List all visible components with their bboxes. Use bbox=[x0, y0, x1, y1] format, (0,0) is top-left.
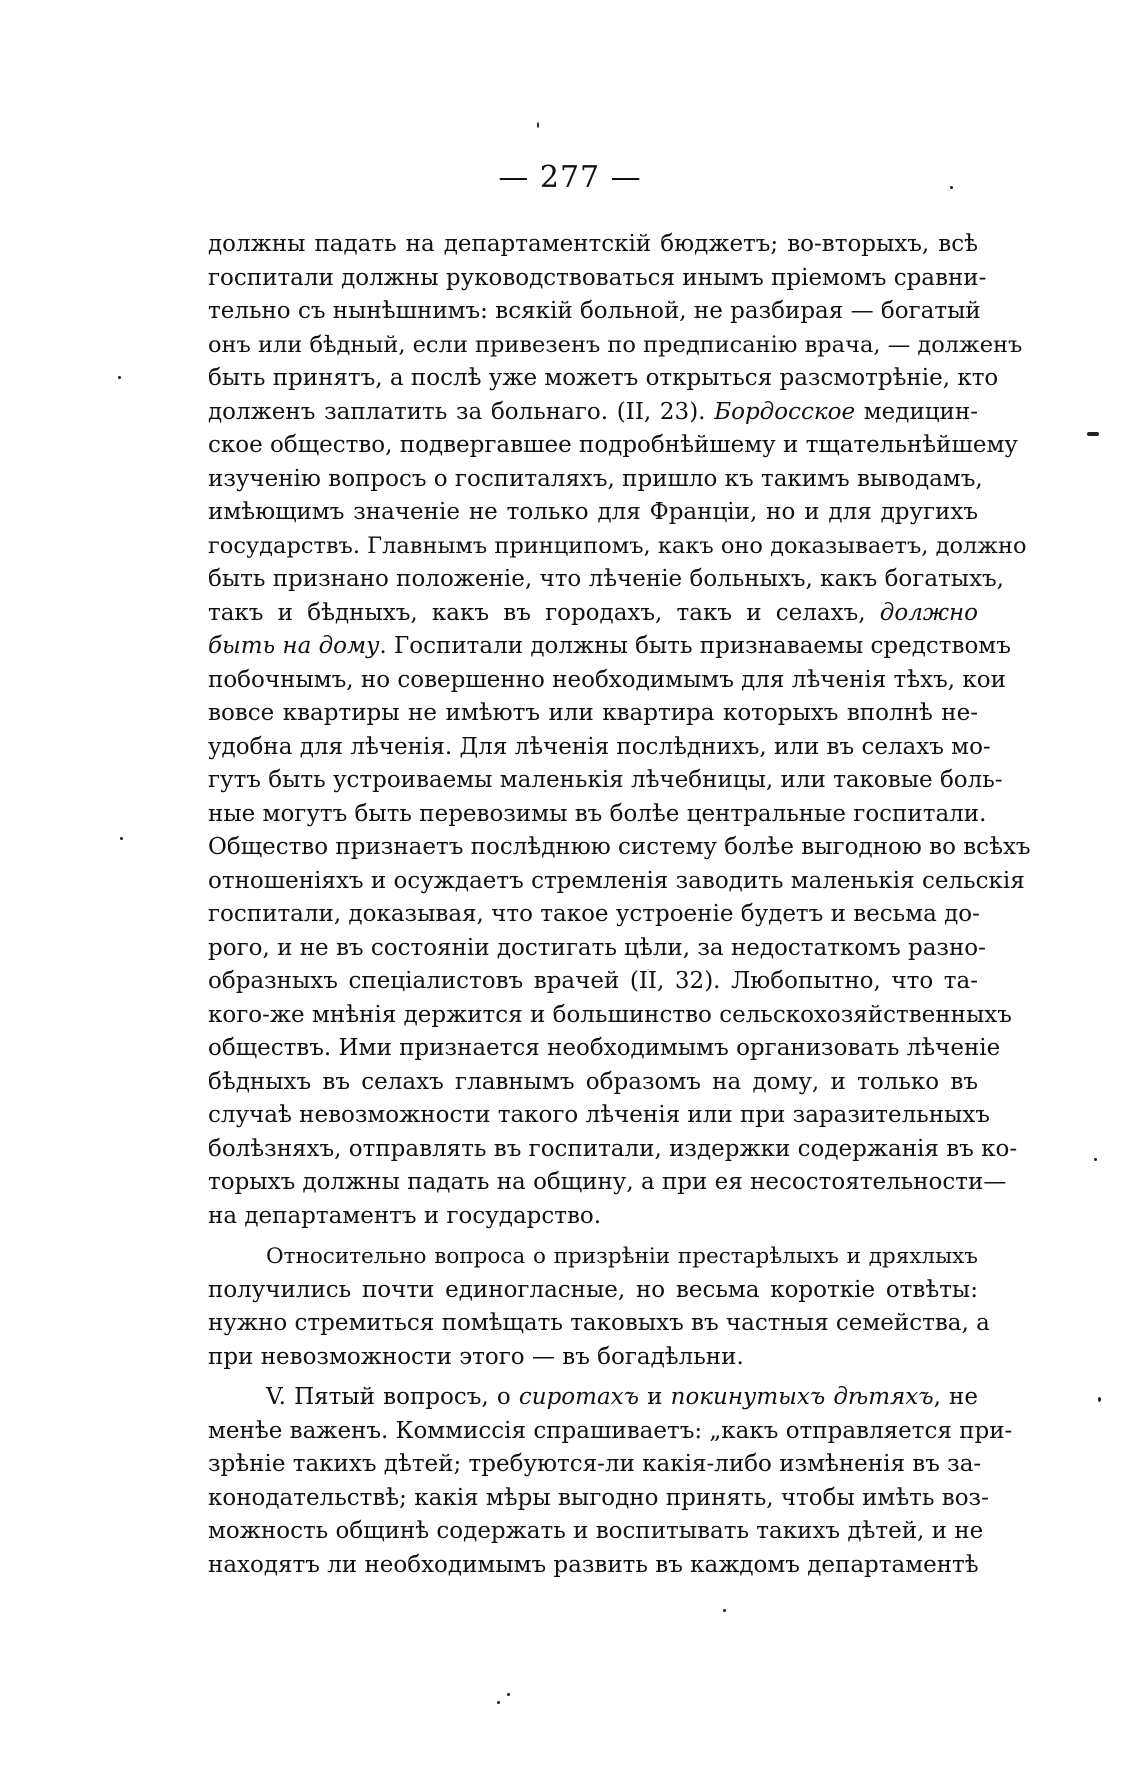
text-segment: должны падать на департаментскій бюджетъ; во-вторыхъ, всѣ bbox=[208, 231, 978, 257]
text-segment: такъ и бѣдныхъ, какъ въ городахъ, такъ и селахъ, bbox=[208, 599, 880, 626]
italic-text: покинутыхъ дѣтяхъ bbox=[670, 1384, 934, 1410]
text-line bbox=[208, 1415, 1013, 1449]
text-line bbox=[208, 228, 978, 262]
paragraph bbox=[208, 228, 1031, 1233]
text-segment: получились почти единогласные, но весьма короткіе отвѣты: bbox=[208, 1276, 978, 1303]
text-line bbox=[208, 1482, 989, 1516]
text-segment: зрѣніе такихъ дѣтей; требуются-ли какія-либо измѣненія въ за- bbox=[208, 1451, 982, 1477]
scan-speck bbox=[1087, 432, 1099, 436]
text-segment: госпитали, доказывая, что такое устроеніе будетъ и весьма до- bbox=[208, 901, 980, 927]
text-line bbox=[208, 1341, 978, 1375]
paragraph-gap bbox=[208, 1233, 978, 1240]
scan-speck bbox=[537, 122, 539, 128]
text-line bbox=[208, 731, 991, 765]
text-segment: государствъ. Главнымъ принципомъ, какъ оно доказываетъ, должно bbox=[208, 532, 1027, 559]
text-line bbox=[208, 362, 999, 396]
text-segment: вовсе квартиры не имѣютъ или квартира которыхъ вполнѣ не- bbox=[208, 700, 978, 726]
text-line bbox=[208, 1549, 978, 1583]
text-segment: медицин- bbox=[855, 398, 978, 425]
text-line bbox=[208, 630, 1011, 664]
text-line bbox=[208, 1099, 990, 1133]
text-line bbox=[208, 1200, 978, 1234]
text-line bbox=[208, 1032, 1001, 1066]
scan-speck bbox=[1098, 1397, 1101, 1402]
scan-speck bbox=[723, 1609, 726, 1612]
text-line bbox=[208, 262, 987, 296]
text-line bbox=[208, 463, 983, 497]
text-segment: нужно стремиться помѣщать таковыхъ въ частныя семейства, а bbox=[208, 1310, 990, 1336]
paragraph bbox=[208, 1240, 990, 1374]
text-segment: болѣзняхъ, отправлять въ госпитали, издержки содержанія въ ко- bbox=[208, 1135, 1018, 1162]
text-line bbox=[208, 1448, 982, 1482]
text-line bbox=[208, 965, 978, 999]
text-line bbox=[208, 597, 978, 631]
text-segment: долженъ заплатить за больнаго. (II, 23). bbox=[208, 398, 715, 425]
text-line bbox=[208, 530, 1027, 564]
italic-text: сиротахъ bbox=[518, 1384, 639, 1410]
text-segment: быть принятъ, а послѣ уже можетъ открыться разсмотрѣніе, кто bbox=[208, 365, 999, 391]
text-segment: удобна для лѣченія. Для лѣченія послѣднихъ, или въ селахъ мо- bbox=[208, 733, 991, 760]
scan-speck bbox=[118, 376, 121, 379]
text-line bbox=[208, 496, 978, 530]
text-segment: V. Пятый вопросъ, о bbox=[266, 1384, 519, 1410]
italic-text: должно bbox=[879, 599, 978, 626]
text-segment: побочнымъ, но совершенно необходимымъ для лѣченія тѣхъ, кои bbox=[208, 666, 1006, 693]
text-segment: и bbox=[638, 1384, 671, 1410]
text-line bbox=[208, 429, 1018, 463]
page-number: — 277 — bbox=[498, 160, 642, 195]
text-segment: . Госпитали должны быть признаваемы средствомъ bbox=[379, 633, 1011, 659]
text-segment: обществъ. Ими признается необходимымъ организовать лѣченіе bbox=[208, 1035, 1001, 1061]
text-line bbox=[208, 798, 987, 832]
text-line bbox=[208, 1066, 978, 1100]
text-segment: быть признано положеніе, что лѣченіе больныхъ, какъ богатыхъ, bbox=[208, 566, 1004, 592]
text-line bbox=[208, 1515, 984, 1549]
scan-speck bbox=[507, 1693, 510, 1696]
text-line bbox=[208, 295, 981, 329]
text-segment: , не bbox=[933, 1384, 978, 1410]
text-line bbox=[208, 865, 1025, 899]
text-segment: изученію вопросъ о госпиталяхъ, пришло къ такимъ выводамъ, bbox=[208, 465, 983, 492]
text-segment: онъ или бѣдный, если привезенъ по предписанію врача, — долженъ bbox=[208, 331, 1023, 358]
text-segment: Общество признаетъ послѣднюю систему болѣе выгодною во всѣхъ bbox=[208, 834, 1031, 860]
text-segment: на департаментъ и государство. bbox=[208, 1202, 602, 1229]
text-line bbox=[208, 831, 1031, 865]
text-segment: госпитали должны руководствоваться инымъ пріемомъ сравни- bbox=[208, 264, 987, 291]
body-text bbox=[208, 228, 1031, 1582]
scan-speck bbox=[497, 1701, 500, 1704]
text-line bbox=[208, 396, 978, 430]
text-segment: находятъ ли необходимымъ развить въ каждомъ департаментѣ bbox=[208, 1551, 979, 1578]
text-line bbox=[208, 1381, 978, 1415]
text-segment: имѣющимъ значеніе не только для Франціи, но и для другихъ bbox=[208, 499, 978, 525]
text-line bbox=[208, 1133, 1018, 1167]
text-line bbox=[208, 664, 1006, 698]
text-line bbox=[208, 1274, 978, 1308]
paragraph bbox=[208, 1381, 1013, 1582]
italic-text: быть на дому bbox=[208, 633, 380, 659]
text-line bbox=[208, 563, 1004, 597]
text-line bbox=[208, 1240, 978, 1274]
text-segment: можность общинѣ содержать и воспитывать такихъ дѣтей, и не bbox=[208, 1518, 984, 1544]
italic-text: Бордосское bbox=[714, 398, 856, 425]
text-segment: гутъ быть устроиваемы маленькія лѣчебницы, или таковые боль- bbox=[208, 767, 1003, 793]
scan-speck bbox=[950, 186, 953, 189]
text-segment: ные могутъ быть перевозимы въ болѣе центральные госпитали. bbox=[208, 800, 987, 827]
text-line bbox=[208, 329, 1023, 363]
text-line bbox=[208, 1166, 1007, 1200]
text-segment: кого-же мнѣнія держится и большинство сельскохозяйственныхъ bbox=[208, 1001, 1012, 1028]
text-line bbox=[208, 999, 1012, 1033]
text-segment: Относительно вопроса о призрѣніи престарѣлыхъ и дряхлыхъ bbox=[266, 1244, 978, 1269]
text-line bbox=[208, 1307, 990, 1341]
text-segment: торыхъ должны падать на общину, а при ея несостоятельности— bbox=[208, 1169, 1007, 1195]
paragraph-gap bbox=[208, 1374, 978, 1381]
text-segment: при невозможности этого — въ богадѣльни. bbox=[208, 1343, 744, 1370]
text-segment: ское общество, подвергавшее подробнѣйшему и тщательнѣйшему bbox=[208, 432, 1018, 458]
text-line bbox=[208, 898, 978, 932]
text-segment: тельно съ нынѣшнимъ: всякій больной, не разбирая — богатый bbox=[208, 298, 981, 324]
text-segment: образныхъ спеціалистовъ врачей (II, 32). Любопытно, что та- bbox=[208, 968, 978, 994]
text-line bbox=[208, 764, 1003, 798]
text-segment: рого, и не въ состояніи достигать цѣли, за недостаткомъ разно- bbox=[208, 934, 986, 961]
text-line bbox=[208, 697, 978, 731]
scan-speck bbox=[1094, 1158, 1097, 1161]
text-segment: бѣдныхъ въ селахъ главнымъ образомъ на дому, и только въ bbox=[208, 1068, 978, 1095]
text-segment: отношеніяхъ и осуждаетъ стремленія заводить маленькія сельскія bbox=[208, 867, 1025, 894]
text-segment: конодательствѣ; какія мѣры выгодно принять, чтобы имѣть воз- bbox=[208, 1484, 989, 1511]
text-segment: случаѣ невозможности такого лѣченія или при заразительныхъ bbox=[208, 1102, 990, 1128]
text-line bbox=[208, 932, 986, 966]
text-segment: менѣе важенъ. Коммиссія спрашиваетъ: „какъ отправляется при- bbox=[208, 1417, 1013, 1444]
scan-speck bbox=[120, 837, 123, 840]
